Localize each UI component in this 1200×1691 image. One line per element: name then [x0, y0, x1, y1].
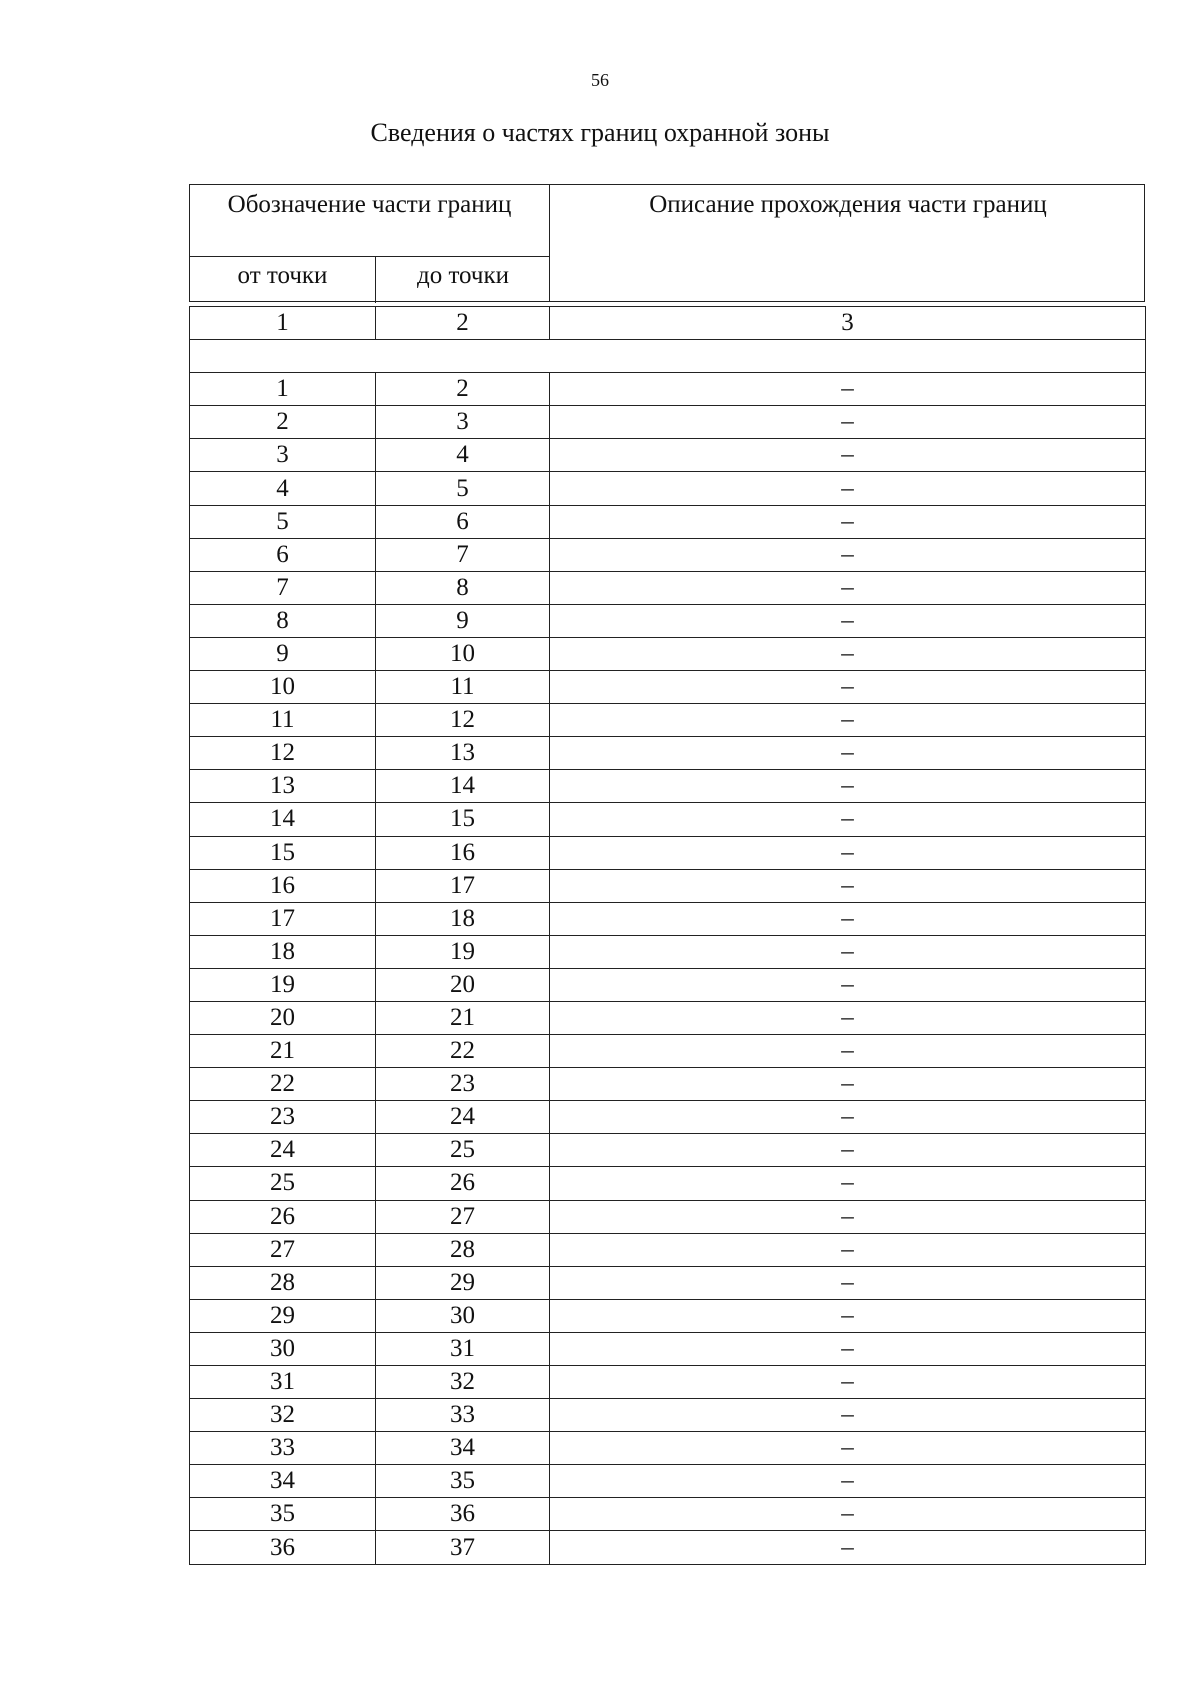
- description-cell: –: [550, 571, 1146, 604]
- to-point-cell: 3: [376, 406, 550, 439]
- from-point-cell: 17: [190, 902, 376, 935]
- table-row: [190, 737, 1146, 770]
- description-cell: –: [550, 935, 1146, 968]
- description-cell: –: [550, 1068, 1146, 1101]
- description-cell: –: [550, 1101, 1146, 1134]
- section-row: [190, 340, 1146, 373]
- table-row: [190, 472, 1146, 505]
- column-number-cell: 2: [376, 307, 550, 340]
- from-point-cell: 33: [190, 1432, 376, 1465]
- table-row: [190, 1101, 1146, 1134]
- description-cell: –: [550, 1399, 1146, 1432]
- to-point-cell: 7: [376, 538, 550, 571]
- table-row: [190, 1531, 1146, 1564]
- description-header: Описание прохождения части границ: [649, 191, 1047, 218]
- description-cell: –: [550, 472, 1146, 505]
- to-point-cell: 17: [376, 869, 550, 902]
- table-row: [190, 373, 1146, 406]
- to-point-cell: 5: [376, 472, 550, 505]
- description-cell: –: [550, 1035, 1146, 1068]
- to-point-cell: 21: [376, 1001, 550, 1034]
- table-row: [190, 1001, 1146, 1034]
- description-cell: –: [550, 604, 1146, 637]
- from-point-cell: 27: [190, 1233, 376, 1266]
- table-row: [190, 406, 1146, 439]
- to-point-cell: 30: [376, 1299, 550, 1332]
- to-point-cell: 12: [376, 704, 550, 737]
- description-cell: –: [550, 1366, 1146, 1399]
- table-row: [190, 1432, 1146, 1465]
- to-point-cell: 20: [376, 968, 550, 1001]
- description-cell: –: [550, 538, 1146, 571]
- to-point-cell: 10: [376, 637, 550, 670]
- to-point-cell: 36: [376, 1498, 550, 1531]
- to-point-cell: 4: [376, 439, 550, 472]
- table-row: [190, 571, 1146, 604]
- to-point-cell: 28: [376, 1233, 550, 1266]
- table-row: [190, 968, 1146, 1001]
- from-point-cell: 10: [190, 671, 376, 704]
- table-row: [190, 836, 1146, 869]
- table-body: [190, 307, 1146, 1565]
- description-cell: –: [550, 1498, 1146, 1531]
- description-cell: –: [550, 1299, 1146, 1332]
- from-point-cell: 9: [190, 637, 376, 670]
- table-row: [190, 671, 1146, 704]
- description-cell: –: [550, 439, 1146, 472]
- from-point-cell: 32: [190, 1399, 376, 1432]
- description-cell: –: [550, 902, 1146, 935]
- from-point-cell: 23: [190, 1101, 376, 1134]
- description-cell: –: [550, 836, 1146, 869]
- description-cell: –: [550, 1001, 1146, 1034]
- table-row: [190, 1035, 1146, 1068]
- from-point-cell: 22: [190, 1068, 376, 1101]
- to-point-cell: 25: [376, 1134, 550, 1167]
- description-cell: –: [550, 373, 1146, 406]
- to-point-cell: 34: [376, 1432, 550, 1465]
- from-point-cell: 8: [190, 604, 376, 637]
- from-point-cell: 16: [190, 869, 376, 902]
- description-cell: –: [550, 737, 1146, 770]
- to-point-cell: 16: [376, 836, 550, 869]
- to-point-cell: 14: [376, 770, 550, 803]
- from-point-cell: 36: [190, 1531, 376, 1564]
- to-point-cell: 19: [376, 935, 550, 968]
- description-cell: –: [550, 1200, 1146, 1233]
- from-point-cell: 34: [190, 1465, 376, 1498]
- from-point-cell: 21: [190, 1035, 376, 1068]
- from-point-cell: 15: [190, 836, 376, 869]
- description-cell: –: [550, 704, 1146, 737]
- to-point-cell: 9: [376, 604, 550, 637]
- to-point-cell: 24: [376, 1101, 550, 1134]
- description-cell: –: [550, 1266, 1146, 1299]
- description-cell: –: [550, 1531, 1146, 1564]
- from-point-cell: 29: [190, 1299, 376, 1332]
- from-point-cell: 3: [190, 439, 376, 472]
- from-point-cell: 6: [190, 538, 376, 571]
- from-point-cell: 1: [190, 373, 376, 406]
- description-cell: –: [550, 505, 1146, 538]
- table-row: [190, 770, 1146, 803]
- to-point-cell: 8: [376, 571, 550, 604]
- from-point-cell: 28: [190, 1266, 376, 1299]
- from-point-cell: 35: [190, 1498, 376, 1531]
- description-cell: –: [550, 1233, 1146, 1266]
- from-point-cell: 2: [190, 406, 376, 439]
- from-point-cell: 7: [190, 571, 376, 604]
- description-cell: –: [550, 637, 1146, 670]
- to-point-cell: 11: [376, 671, 550, 704]
- table-row: [190, 803, 1146, 836]
- to-point-cell: 15: [376, 803, 550, 836]
- from-point-cell: 18: [190, 935, 376, 968]
- from-point-cell: 11: [190, 704, 376, 737]
- table-row: [190, 1366, 1146, 1399]
- table-row: [190, 704, 1146, 737]
- column-number-cell: 3: [550, 307, 1146, 340]
- table-row: [190, 1167, 1146, 1200]
- to-point-cell: 27: [376, 1200, 550, 1233]
- column-number-row: [190, 307, 1146, 340]
- from-point-cell: 24: [190, 1134, 376, 1167]
- table-row: [190, 1399, 1146, 1432]
- table-row: [190, 935, 1146, 968]
- to-point-cell: 22: [376, 1035, 550, 1068]
- table-row: [190, 869, 1146, 902]
- to-point-cell: 6: [376, 505, 550, 538]
- section-cell: [190, 340, 1146, 373]
- page-title: Сведения о частях границ охранной зоны: [370, 118, 830, 147]
- description-cell: –: [550, 1134, 1146, 1167]
- to-point-cell: 29: [376, 1266, 550, 1299]
- from-point-cell: 14: [190, 803, 376, 836]
- description-cell: –: [550, 869, 1146, 902]
- description-cell: –: [550, 1432, 1146, 1465]
- from-point-cell: 25: [190, 1167, 376, 1200]
- description-cell: –: [550, 1167, 1146, 1200]
- table-row: [190, 1266, 1146, 1299]
- table-row: [190, 1200, 1146, 1233]
- to-point-cell: 18: [376, 902, 550, 935]
- description-cell: –: [550, 770, 1146, 803]
- to-point-header: до точки: [416, 262, 510, 289]
- to-point-cell: 35: [376, 1465, 550, 1498]
- from-point-cell: 20: [190, 1001, 376, 1034]
- table-row: [190, 1299, 1146, 1332]
- to-point-cell: 26: [376, 1167, 550, 1200]
- description-cell: –: [550, 406, 1146, 439]
- to-point-cell: 13: [376, 737, 550, 770]
- from-point-cell: 26: [190, 1200, 376, 1233]
- table-row: [190, 1068, 1146, 1101]
- from-point-cell: 31: [190, 1366, 376, 1399]
- table-row: [190, 1134, 1146, 1167]
- table-row: [190, 1233, 1146, 1266]
- to-point-cell: 23: [376, 1068, 550, 1101]
- to-point-cell: 31: [376, 1332, 550, 1365]
- table-header: [189, 184, 1145, 302]
- table-row: [190, 902, 1146, 935]
- from-point-cell: 30: [190, 1332, 376, 1365]
- table-row: [190, 637, 1146, 670]
- designation-header: Обозначение части границ: [190, 185, 549, 257]
- table-row: [190, 538, 1146, 571]
- from-point-cell: 5: [190, 505, 376, 538]
- designation-header-group: [190, 185, 550, 301]
- table-row: [190, 505, 1146, 538]
- description-cell: –: [550, 968, 1146, 1001]
- to-point-cell: 37: [376, 1531, 550, 1564]
- description-cell: –: [550, 1332, 1146, 1365]
- table-row: [190, 1332, 1146, 1365]
- to-point-cell: 32: [376, 1366, 550, 1399]
- to-point-cell: 33: [376, 1399, 550, 1432]
- from-point-header: от точки: [190, 257, 376, 303]
- table-row: [190, 604, 1146, 637]
- description-cell: –: [550, 1465, 1146, 1498]
- from-point-cell: 19: [190, 968, 376, 1001]
- from-point-cell: 12: [190, 737, 376, 770]
- table-row: [190, 1498, 1146, 1531]
- table-row: [190, 439, 1146, 472]
- description-cell: –: [550, 671, 1146, 704]
- from-point-cell: 13: [190, 770, 376, 803]
- to-point-cell: 2: [376, 373, 550, 406]
- table-row: [190, 1465, 1146, 1498]
- boundary-parts-table: [189, 306, 1146, 1565]
- column-number-cell: 1: [190, 307, 376, 340]
- description-cell: –: [550, 803, 1146, 836]
- page-number: 56: [591, 70, 609, 90]
- from-point-cell: 4: [190, 472, 376, 505]
